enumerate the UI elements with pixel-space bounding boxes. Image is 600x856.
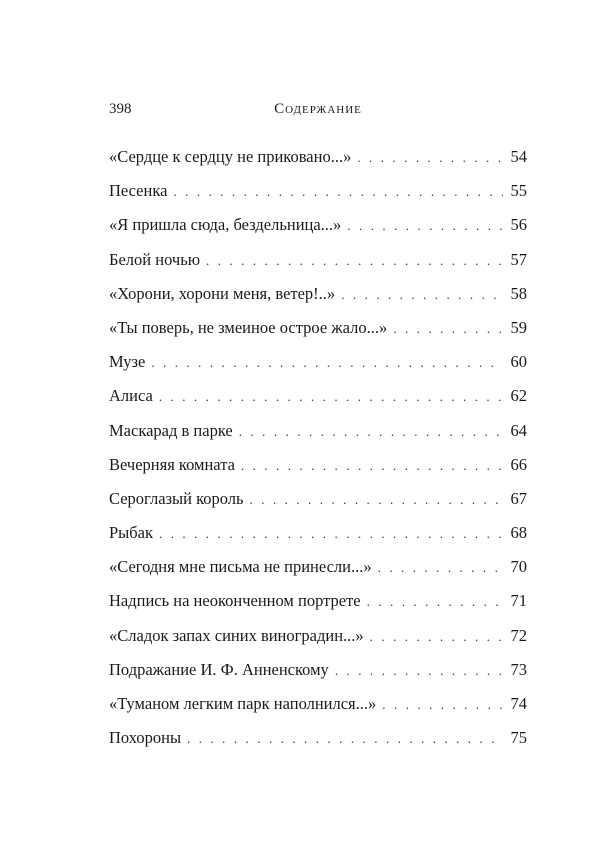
dot-leader <box>187 729 503 749</box>
toc-entry-title: «Сладок запах синих виноградин...» <box>109 625 364 645</box>
dot-leader <box>241 456 503 476</box>
toc-entry-title: Вечерняя комната <box>109 454 235 474</box>
dot-leader <box>206 251 503 271</box>
toc-entry-title: Маскарад в парке <box>109 420 233 440</box>
dot-leader <box>393 319 503 339</box>
toc-entry-title: «Сегодня мне письма не принесли...» <box>109 557 372 577</box>
dot-leader <box>370 627 503 647</box>
table-of-contents <box>109 147 527 762</box>
toc-entry-page-number: 60 <box>510 352 527 372</box>
dot-leader <box>382 695 503 715</box>
toc-entry <box>109 626 527 660</box>
toc-entry <box>109 694 527 728</box>
dot-leader <box>378 558 503 578</box>
toc-entry <box>109 147 527 181</box>
dot-leader <box>341 285 503 305</box>
running-head <box>109 101 527 121</box>
toc-entry-page-number: 68 <box>510 523 527 543</box>
toc-entry-title: «Хорони, хорони меня, ветер!..» <box>109 283 336 303</box>
toc-entry <box>109 215 527 249</box>
toc-entry-page-number: 54 <box>510 147 527 166</box>
dot-leader <box>335 661 503 681</box>
toc-entry-page-number: 75 <box>510 728 527 748</box>
toc-entry-page-number: 74 <box>510 694 527 713</box>
page-number: 398 <box>109 101 132 117</box>
toc-entry-page-number: 55 <box>510 181 527 201</box>
toc-entry <box>109 421 527 455</box>
toc-entry-page-number: 73 <box>510 659 527 679</box>
toc-entry-title: Похороны <box>109 728 182 748</box>
toc-entry <box>109 250 527 284</box>
toc-entry-page-number: 64 <box>510 420 527 440</box>
toc-entry-title: «Я пришла сюда, бездельница...» <box>109 215 342 235</box>
toc-entry-title: «Туманом легким парк наполнился...» <box>109 694 377 713</box>
dot-leader <box>239 422 503 442</box>
toc-entry-title: «Сердце к сердцу не приковано...» <box>109 147 352 166</box>
toc-entry-title: Подражание И. Ф. Анненскому <box>109 659 329 679</box>
toc-entry <box>109 386 527 420</box>
toc-entry <box>109 318 527 352</box>
toc-entry-page-number: 71 <box>510 591 527 611</box>
toc-entry-title: Сероглазый король <box>109 488 244 508</box>
toc-entry-title: Рыбак <box>109 523 153 543</box>
toc-entry <box>109 728 527 762</box>
dot-leader <box>151 353 503 373</box>
toc-entry-title: Надпись на неоконченном портрете <box>109 591 361 611</box>
toc-entry <box>109 591 527 625</box>
toc-entry-title: Алиса <box>109 386 153 406</box>
toc-entry-title: Музе <box>109 352 146 372</box>
toc-entry-page-number: 72 <box>510 625 527 645</box>
toc-entry-page-number: 70 <box>510 557 527 577</box>
toc-entry-title: Песенка <box>109 181 168 201</box>
dot-leader <box>173 182 503 202</box>
toc-entry <box>109 455 527 489</box>
dot-leader <box>357 148 503 168</box>
toc-entry <box>109 489 527 523</box>
dot-leader <box>367 592 503 612</box>
toc-entry-page-number: 67 <box>510 488 527 508</box>
toc-entry <box>109 557 527 591</box>
toc-entry-title: «Ты поверь, не змеиное острое жало...» <box>109 317 388 337</box>
toc-entry <box>109 352 527 386</box>
toc-entry-page-number: 58 <box>510 283 527 303</box>
toc-entry <box>109 181 527 215</box>
dot-leader <box>159 524 503 544</box>
toc-entry-page-number: 57 <box>510 249 527 269</box>
toc-entry-page-number: 66 <box>510 454 527 474</box>
section-title: Содержание <box>274 101 362 117</box>
toc-entry <box>109 284 527 318</box>
dot-leader <box>159 387 503 407</box>
dot-leader <box>347 216 503 236</box>
toc-entry-page-number: 56 <box>510 215 527 235</box>
toc-entry-title: Белой ночью <box>109 249 201 269</box>
toc-entry <box>109 660 527 694</box>
toc-entry <box>109 523 527 557</box>
toc-entry-page-number: 59 <box>510 317 527 337</box>
dot-leader <box>250 490 503 510</box>
toc-entry-page-number: 62 <box>510 386 527 406</box>
